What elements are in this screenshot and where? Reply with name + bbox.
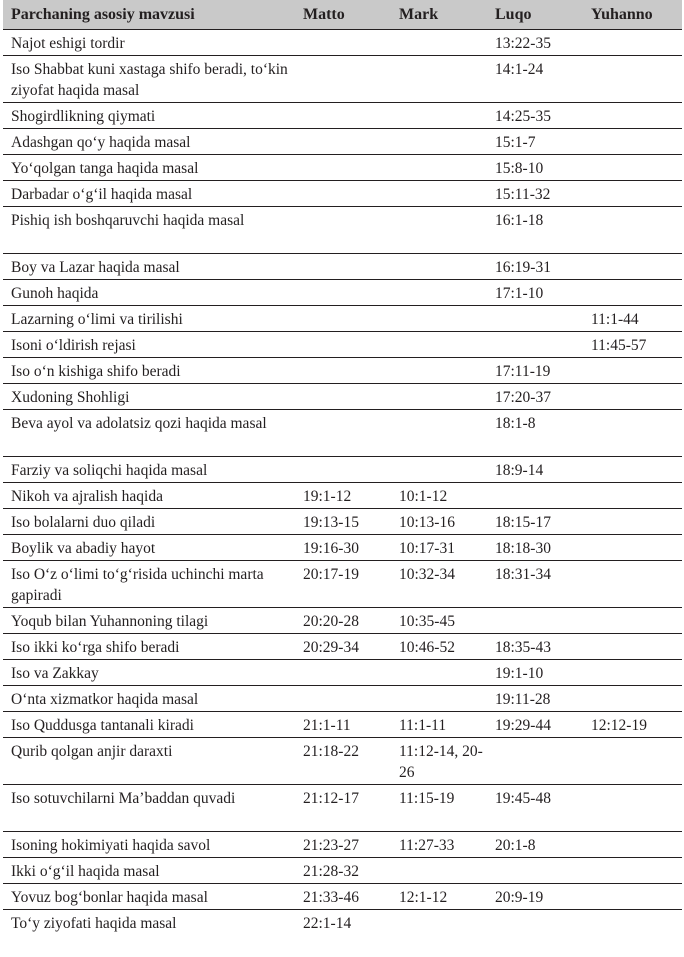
table-row [3,608,682,634]
table-row [3,332,682,358]
topic-cell: Qurib qolgan anjir daraxti [3,738,295,785]
john-cell [583,30,682,56]
matthew-cell [295,181,391,207]
matthew-cell: 21:23-27 [295,832,391,858]
john-cell [583,155,682,181]
mark-cell [391,56,487,103]
john-cell [583,738,682,785]
mark-cell [391,103,487,129]
table-row [3,712,682,738]
john-cell [583,785,682,832]
matthew-cell: 21:12-17 [295,785,391,832]
matthew-cell [295,358,391,384]
luke-cell: 18:18-30 [487,535,583,561]
luke-cell: 14:1-24 [487,56,583,103]
topic-cell: Boylik va abadiy hayot [3,535,295,561]
luke-cell: 18:35-43 [487,634,583,660]
matthew-cell [295,332,391,358]
john-cell [583,207,682,254]
table-row [3,207,682,254]
matthew-cell [295,254,391,280]
mark-cell [391,358,487,384]
luke-cell [487,483,583,509]
table-row [3,56,682,103]
matthew-cell: 19:1-12 [295,483,391,509]
mark-cell [391,332,487,358]
john-cell [583,910,682,936]
john-cell [583,884,682,910]
matthew-cell [295,103,391,129]
luke-cell: 20:1-8 [487,832,583,858]
luke-cell: 15:11-32 [487,181,583,207]
luke-cell [487,738,583,785]
john-cell [583,103,682,129]
header-luke: Luqo [487,0,583,30]
topic-cell: Xudoning Shohligi [3,384,295,410]
mark-cell: 10:46-52 [391,634,487,660]
matthew-cell: 20:20-28 [295,608,391,634]
john-cell [583,634,682,660]
header-mark: Mark [391,0,487,30]
mark-cell: 12:1-12 [391,884,487,910]
matthew-cell: 22:1-14 [303,915,352,932]
john-cell [583,660,682,686]
john-cell: 11:1-44 [583,306,682,332]
mark-cell [391,254,487,280]
matthew-cell [295,660,391,686]
header-row [3,0,682,30]
topic-cell: Iso o‘n kishiga shifo beradi [3,358,295,384]
luke-cell: 16:19-31 [487,254,583,280]
luke-cell: 17:20-37 [487,384,583,410]
header-topic: Parchaning asosiy mavzusi [3,0,295,30]
mark-cell: 10:35-45 [391,608,487,634]
mark-cell [391,155,487,181]
table-row [3,686,682,712]
mark-cell [391,686,487,712]
mark-cell [391,207,487,254]
matthew-cell: 21:18-22 [295,738,391,785]
table-row [3,483,682,509]
table-row [3,910,682,936]
topic-cell: Yovuz bog‘bonlar haqida masal [3,884,295,910]
topic-cell: O‘nta xizmatkor haqida masal [3,686,295,712]
topic-cell: Iso bolalarni duo qiladi [3,509,295,535]
john-cell [583,509,682,535]
matthew-cell [295,280,391,306]
mark-cell: 10:17-31 [391,535,487,561]
topic-cell: Boy va Lazar haqida masal [3,254,295,280]
mark-cell [391,910,487,936]
matthew-cell [295,306,391,332]
table-body [3,30,682,936]
topic-cell: Gunoh haqida [3,280,295,306]
matthew-cell: 21:1-11 [295,712,391,738]
matthew-cell: 21:33-46 [295,884,391,910]
john-cell [583,410,682,457]
mark-cell: 11:27-33 [391,832,487,858]
mark-cell [391,181,487,207]
john-cell [583,280,682,306]
table-row [3,738,682,785]
mark-cell: 11:15-19 [391,785,487,832]
topic-cell: Iso sotuvchilarni Ma’baddan quvadi [3,785,295,832]
john-cell [583,686,682,712]
topic-cell: Iso Quddusga tantanali kiradi [3,712,295,738]
luke-cell: 18:31-34 [487,561,583,608]
table-row [3,129,682,155]
matthew-cell [295,56,391,103]
matthew-cell [295,410,391,457]
table-row [3,410,682,457]
mark-cell [391,858,487,884]
luke-cell [487,608,583,634]
topic-cell: Darbadar o‘g‘il haqida masal [3,181,295,207]
matthew-cell [295,686,391,712]
table-row [3,280,682,306]
topic-cell: Nikoh va ajralish haqida [3,483,295,509]
luke-cell: 19:1-10 [487,660,583,686]
mark-cell: 11:1-11 [391,712,487,738]
john-cell [583,858,682,884]
topic-cell: Adashgan qo‘y haqida masal [3,129,295,155]
matthew-cell: 20:17-19 [295,561,391,608]
mark-cell: 10:32-34 [391,561,487,608]
luke-cell [487,910,583,936]
john-cell [583,129,682,155]
topic-cell: Shogirdlikning qiymati [3,103,295,129]
john-cell [583,483,682,509]
john-cell [583,561,682,608]
john-cell [583,457,682,483]
topic-cell: Farziy va soliqchi haqida masal [3,457,295,483]
topic-cell: To‘y ziyofati haqida masal [11,915,177,932]
table-row [3,561,682,608]
john-cell [583,832,682,858]
matthew-cell: 19:13-15 [295,509,391,535]
topic-cell: Najot eshigi tordir [3,30,295,56]
luke-cell: 20:9-19 [487,884,583,910]
topic-cell: Yo‘qolgan tanga haqida masal [3,155,295,181]
topic-cell: Iso va Zakkay [3,660,295,686]
table-row [3,785,682,832]
mark-cell [391,280,487,306]
matthew-cell [295,384,391,410]
topic-cell: Isoni o‘ldirish rejasi [3,332,295,358]
matthew-cell: 20:29-34 [295,634,391,660]
luke-cell: 14:25-35 [487,103,583,129]
table-row [3,832,682,858]
table-row [3,535,682,561]
table-row [3,306,682,332]
table-header [3,0,682,30]
topic-cell: Iso Shabbat kuni xastaga shifo beradi, to‘kin ziyofat haqida masal [3,56,295,103]
luke-cell [487,332,583,358]
header-matthew: Matto [295,0,391,30]
matthew-cell: 21:28-32 [295,858,391,884]
matthew-cell [295,30,391,56]
luke-cell: 16:1-18 [487,207,583,254]
luke-cell: 19:11-28 [487,686,583,712]
matthew-cell [295,129,391,155]
luke-cell [487,858,583,884]
table-row [3,384,682,410]
table-row [3,103,682,129]
mark-cell [391,306,487,332]
topic-cell: Lazarning o‘limi va tirilishi [3,306,295,332]
john-cell [583,56,682,103]
gospel-parallels-table [3,0,682,936]
john-cell [583,608,682,634]
mark-cell [391,30,487,56]
topic-cell: Ikki o‘g‘il haqida masal [3,858,295,884]
luke-cell: 18:15-17 [487,509,583,535]
luke-cell: 13:22-35 [487,30,583,56]
luke-cell: 19:29-44 [487,712,583,738]
mark-cell: 10:1-12 [391,483,487,509]
matthew-cell: 19:16-30 [295,535,391,561]
mark-cell [391,457,487,483]
table-row [3,155,682,181]
john-cell [583,358,682,384]
table-row [3,30,682,56]
mark-cell: 10:13-16 [391,509,487,535]
mark-cell [391,660,487,686]
table-row [3,858,682,884]
topic-cell: Isoning hokimiyati haqida savol [3,832,295,858]
luke-cell: 18:1-8 [487,410,583,457]
matthew-cell [295,155,391,181]
table-row [3,660,682,686]
matthew-cell [295,457,391,483]
john-cell: 12:12-19 [583,712,682,738]
john-cell [583,181,682,207]
matthew-cell [295,207,391,254]
topic-cell: Iso O‘z o‘limi to‘g‘risida uchinchi marta gapiradi [3,561,295,608]
luke-cell: 17:11-19 [487,358,583,384]
john-cell [583,384,682,410]
luke-cell: 18:9-14 [487,457,583,483]
table-row [3,884,682,910]
table-row [3,181,682,207]
john-cell [583,535,682,561]
mark-cell [391,129,487,155]
mark-cell [391,410,487,457]
luke-cell: 15:8-10 [487,155,583,181]
topic-cell: Beva ayol va adolatsiz qozi haqida masal [3,410,295,457]
luke-cell: 15:1-7 [487,129,583,155]
john-cell: 11:45-57 [583,332,682,358]
header-john: Yuhanno [583,0,682,30]
table-row [3,634,682,660]
table-row [3,254,682,280]
luke-cell [487,306,583,332]
topic-cell: Iso ikki ko‘rga shifo beradi [3,634,295,660]
topic-cell: Pishiq ish boshqaruvchi haqida masal [3,207,295,254]
mark-cell: 11:12-14, 20-26 [391,738,487,785]
luke-cell: 17:1-10 [487,280,583,306]
table-row [3,358,682,384]
table-row [3,457,682,483]
luke-cell: 19:45-48 [487,785,583,832]
table-row [3,509,682,535]
john-cell [583,254,682,280]
mark-cell [391,384,487,410]
topic-cell: Yoqub bilan Yuhannoning tilagi [3,608,295,634]
